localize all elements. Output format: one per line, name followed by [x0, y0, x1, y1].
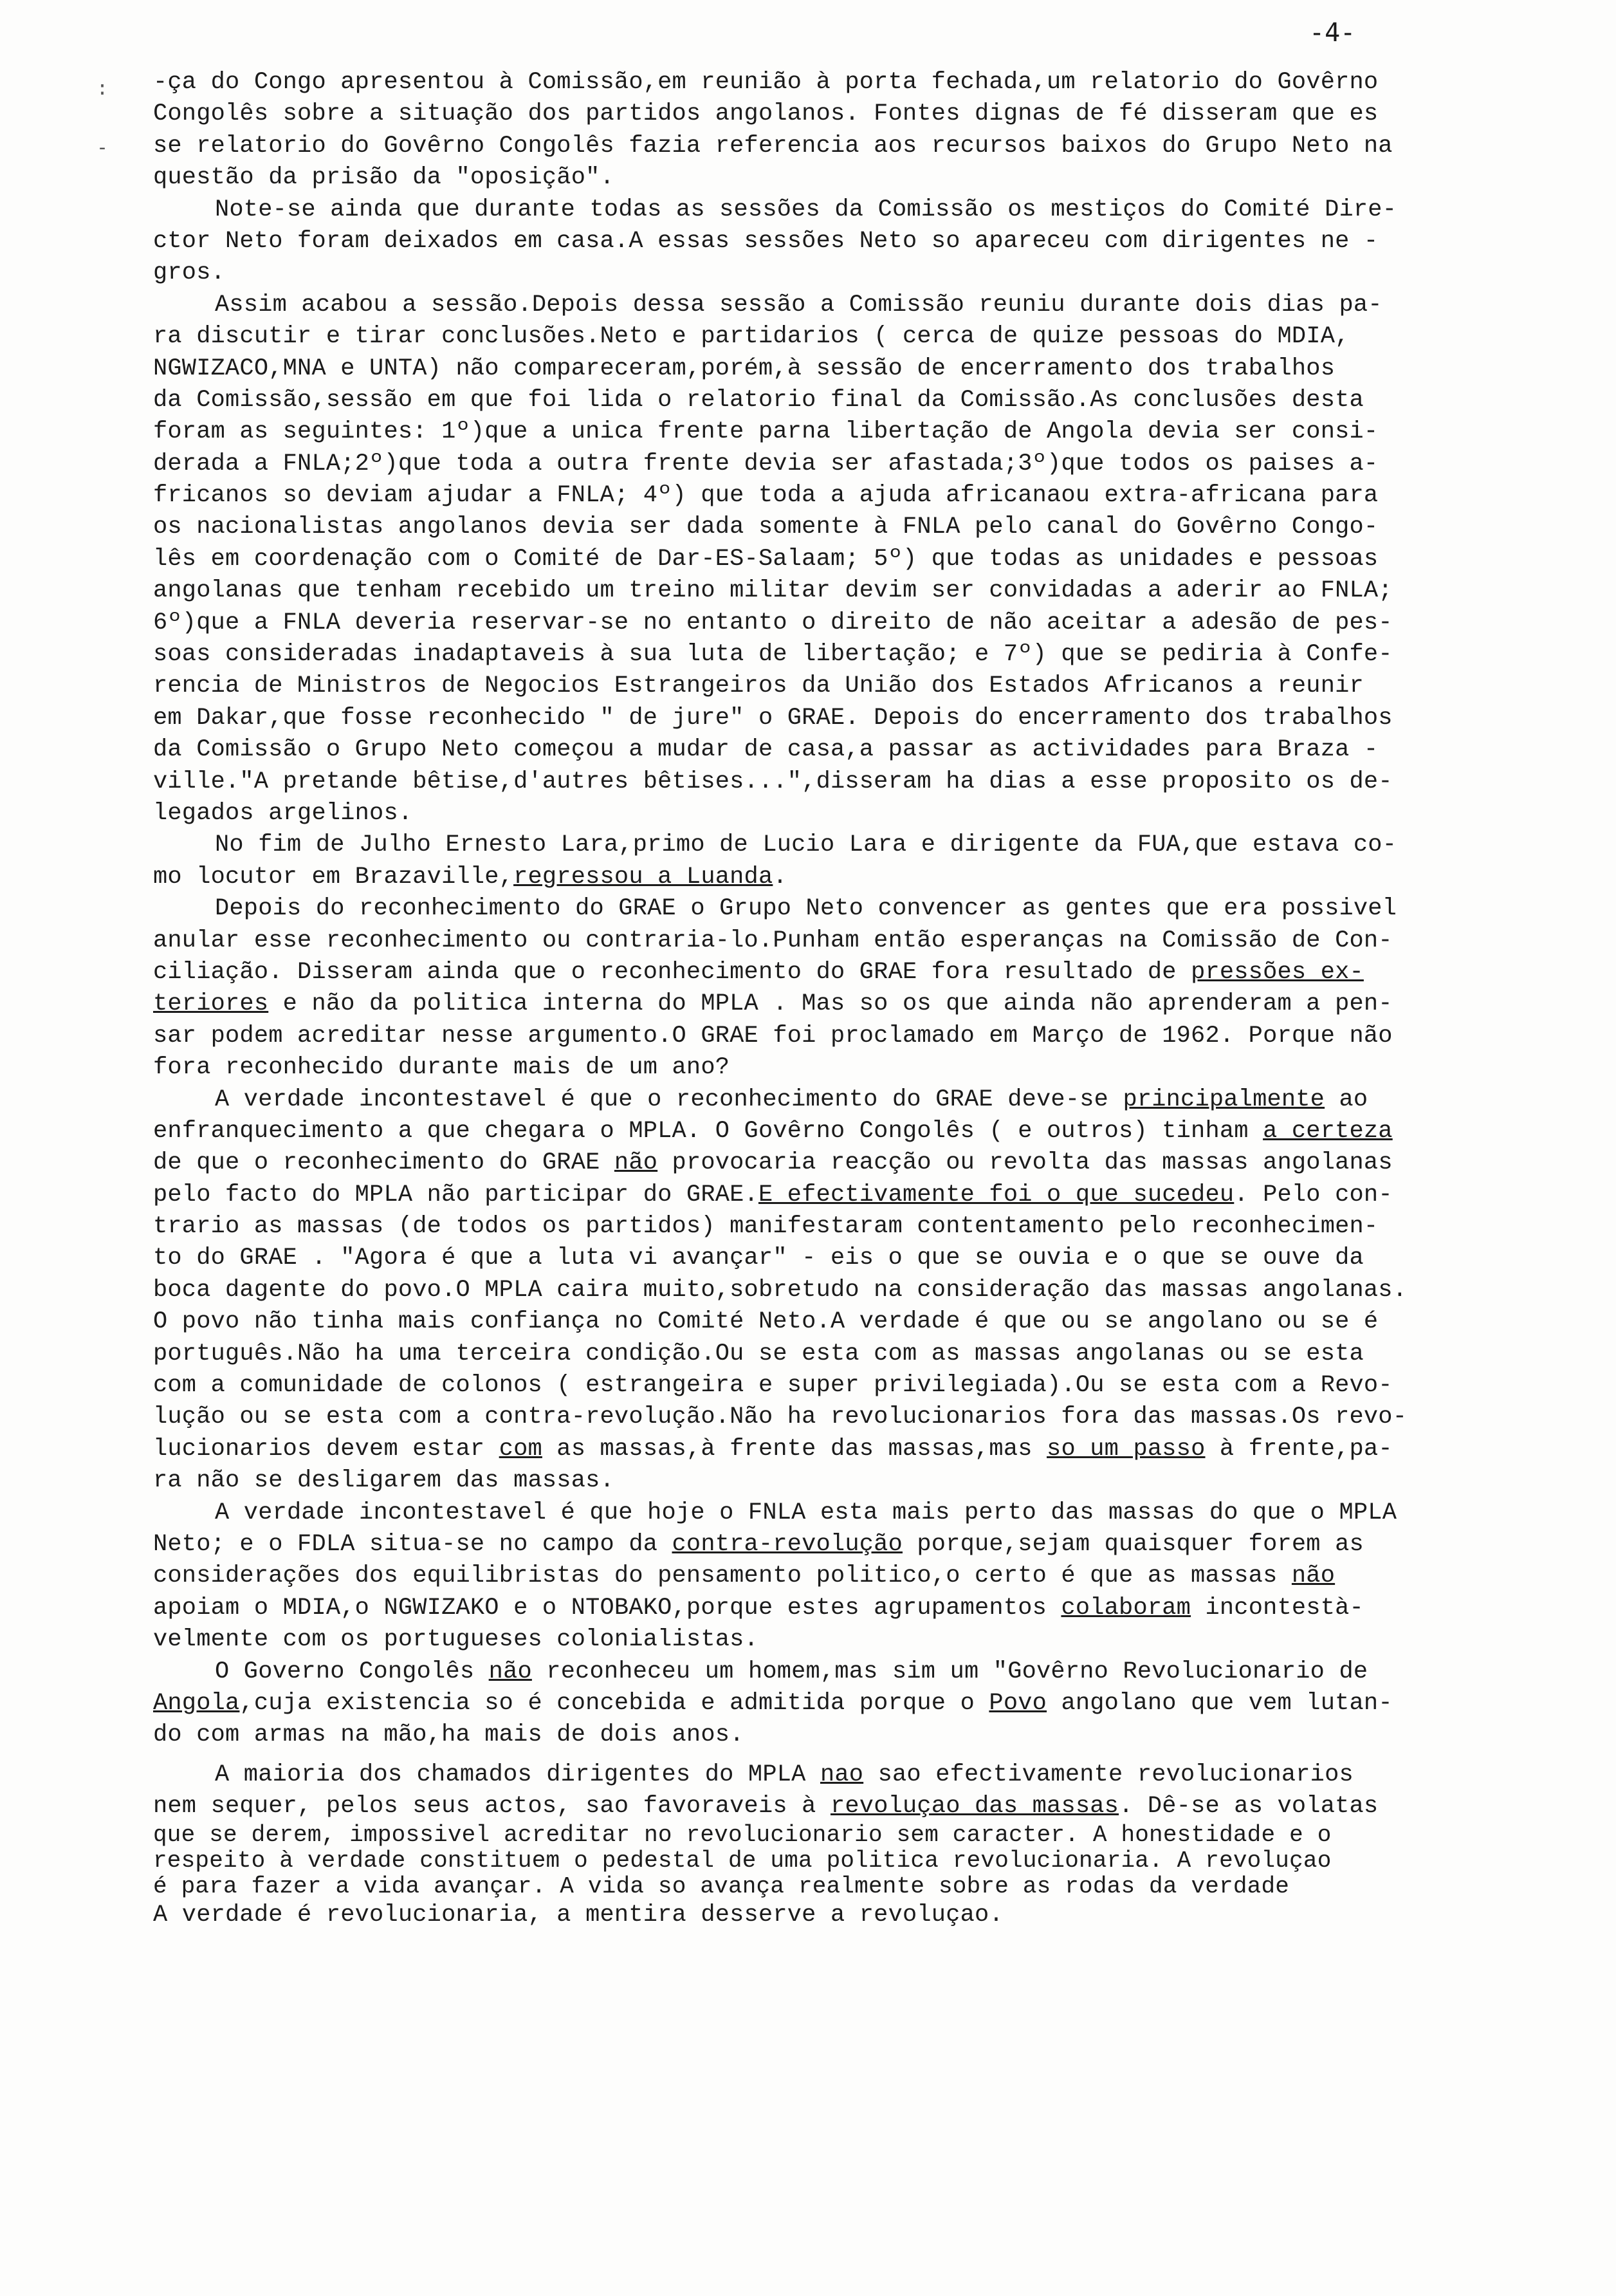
underlined-text: principalmente	[1123, 1086, 1325, 1113]
underlined-text: Povo	[989, 1689, 1047, 1717]
line-text: da Comissão o Grupo Neto começou a mudar de casa,a passar as actividades para Braza -	[153, 736, 1379, 764]
underlined-text: nao	[820, 1761, 864, 1788]
text-line	[153, 1791, 1491, 1822]
line-text: ville."A pretande bêtise,d'autres bêtises...",disseram ha dias a esse proposito os de-	[153, 768, 1393, 795]
underlined-text: Angola	[153, 1689, 240, 1717]
line-text: pelo facto do MPLA não participar do GRAE.	[153, 1181, 758, 1208]
text-line	[153, 957, 1491, 988]
line-text: soas consideradas inadaptaveis à sua luta de libertação; e 7º) que se pediria à Confe-	[153, 641, 1393, 669]
line-text: velmente com os portugueses colonialistas.	[153, 1626, 758, 1654]
underlined-text: pressões ex-	[1191, 958, 1364, 986]
line-text: os nacionalistas angolanos devia ser dada somente à FNLA pelo canal do Govêrno Congo-	[153, 514, 1379, 541]
line-text: Neto; e o FDLA situa-se no campo da	[153, 1530, 672, 1558]
text-line	[153, 1874, 1491, 1900]
page-number: -4-	[1309, 18, 1356, 48]
line-text: em Dakar,que fosse reconhecido " de jure" o GRAE. Depois do encerramento dos trabalhos	[153, 704, 1393, 732]
line-text: .	[773, 863, 787, 891]
text-line	[153, 1434, 1491, 1465]
line-text: O povo não tinha mais confiança no Comité Neto.A verdade é que ou se angolano ou se é	[153, 1308, 1379, 1336]
line-text: Congolês sobre a situação dos partidos angolanos. Fontes dignas de fé disseram que es	[153, 100, 1379, 128]
text-line	[153, 1822, 1491, 1848]
line-text: mo locutor em Brazaville,	[153, 863, 514, 891]
text-line	[153, 1147, 1491, 1179]
text-line	[153, 1052, 1491, 1084]
line-text: da Comissão,sessão em que foi lida o relatorio final da Comissão.As conclusões desta	[153, 386, 1364, 414]
text-line	[153, 1719, 1491, 1751]
line-text: derada a FNLA;2º)que toda a outra frente devia ser afastada;3º)que todos os paises a-	[153, 450, 1379, 477]
text-line	[153, 893, 1491, 925]
underlined-text: não	[614, 1149, 658, 1177]
line-text: porque,sejam quaisquer forem as	[903, 1530, 1364, 1558]
text-line	[153, 257, 1491, 289]
line-text: angolanas que tenham recebido um treino militar devim ser convidadas a aderir ao FNLA;	[153, 577, 1393, 605]
line-text: foram as seguintes: 1º)que a unica frente parna libertação de Angola devia ser consi-	[153, 418, 1379, 446]
text-line	[153, 1116, 1491, 1147]
line-text: ciliação. Disseram ainda que o reconhecimento do GRAE fora resultado de	[153, 958, 1191, 986]
text-line	[153, 1688, 1491, 1719]
line-text: anular esse reconhecimento ou contraria-lo.Punham então esperanças na Comissão de Con-	[153, 927, 1393, 954]
text-line	[153, 1180, 1491, 1211]
line-text: fricanos so deviam ajudar a FNLA; 4º) que toda a ajuda africanaou extra-africana para	[153, 482, 1379, 510]
line-text: trario as massas (de todos os partidos) manifestaram contentamento pelo reconhecimen-	[153, 1213, 1379, 1241]
margin-mark: -	[96, 136, 109, 159]
line-text: sar podem acreditar nesse argumento.O GRAE foi proclamado em Março de 1962. Porque não	[153, 1022, 1393, 1050]
line-text: angolano que vem lutan-	[1047, 1689, 1393, 1717]
line-text: considerações dos equilibristas do pensamento politico,o certo é que as massas	[153, 1562, 1292, 1590]
line-text: O Governo Congolês	[215, 1658, 489, 1685]
line-text: incontestà-	[1191, 1594, 1364, 1622]
text-line	[153, 1338, 1491, 1370]
line-text: português.Não ha uma terceira condição.Ou se esta com as massas angolanas ou se esta	[153, 1340, 1364, 1367]
text-line	[153, 671, 1491, 702]
text-line	[153, 480, 1491, 512]
line-text: apoiam o MDIA,o NGWIZAKO e o NTOBAKO,porque estes agrupamentos	[153, 1594, 1061, 1622]
line-text: NGWIZACO,MNA e UNTA) não compareceram,porém,à sessão de encerramento dos trabalhos	[153, 355, 1336, 382]
text-line	[153, 385, 1491, 416]
text-line	[153, 1497, 1491, 1529]
line-text: nem sequer, pelos seus actos, sao favoraveis à	[153, 1793, 831, 1820]
underlined-text: E efectivamente foi o que sucedeu	[758, 1181, 1235, 1208]
text-line	[153, 194, 1491, 226]
underlined-text: a certeza	[1263, 1117, 1393, 1145]
text-line	[153, 1306, 1491, 1338]
text-line	[153, 1624, 1491, 1656]
text-line	[153, 1243, 1491, 1274]
text-line	[153, 1529, 1491, 1560]
text-line	[153, 607, 1491, 639]
line-text: A maioria dos chamados dirigentes do MPLA	[215, 1761, 820, 1788]
line-text: No fim de Julho Ernesto Lara,primo de Lucio Lara e dirigente da FUA,que estava co-	[215, 831, 1397, 859]
line-text: rencia de Ministros de Negocios Estrangeiros da União dos Estados Africanos a reunir	[153, 672, 1364, 700]
text-line	[153, 766, 1491, 798]
line-text: provocaria reacção ou revolta das massas angolanas	[657, 1149, 1393, 1177]
text-line	[153, 1900, 1491, 1931]
text-line	[153, 162, 1491, 194]
text-line	[153, 512, 1491, 543]
line-text: to do GRAE . "Agora é que a luta vi avançar" - eis o que se ouvia e o que se ouve da	[153, 1245, 1364, 1272]
underlined-text: teriores	[153, 990, 269, 1018]
text-line	[153, 449, 1491, 480]
line-text: questão da prisão da "oposição".	[153, 164, 614, 192]
text-line	[153, 1275, 1491, 1306]
line-text: de que o reconhecimento do GRAE	[153, 1149, 614, 1177]
line-text: . Dê-se as volatas	[1119, 1793, 1379, 1820]
text-line	[153, 1084, 1491, 1116]
text-line	[153, 416, 1491, 448]
text-line	[153, 798, 1491, 829]
text-line	[153, 1370, 1491, 1402]
text-line	[153, 1759, 1491, 1791]
line-text: lês em coordenação com o Comité de Dar-ES-Salaam; 5º) que todas as unidades e pessoas	[153, 545, 1379, 573]
line-text: gros.	[153, 259, 226, 287]
line-text: ao	[1325, 1086, 1368, 1113]
line-text: A verdade é revolucionaria, a mentira desserve a revoluçao.	[153, 1902, 1004, 1929]
text-line	[153, 321, 1491, 353]
text-line	[153, 226, 1491, 257]
line-text: que se derem, impossivel acreditar no revolucionario sem caracter. A honestidade e o	[153, 1822, 1332, 1849]
line-text: ,cuja existencia so é concebida e admitida porque o	[239, 1689, 989, 1717]
line-text: boca dagente do povo.O MPLA caira muito,sobretudo na consideração das massas angolanas.	[153, 1276, 1408, 1304]
line-text: 6º)que a FNLA deveria reservar-se no entanto o direito de não aceitar a adesão de pes-	[153, 609, 1393, 636]
line-text: ra discutir e tirar conclusões.Neto e partidarios ( cerca de quize pessoas do MDIA,	[153, 323, 1350, 351]
text-line	[153, 703, 1491, 734]
line-text: as massas,à frente das massas,mas	[542, 1435, 1047, 1463]
line-text: é para fazer a vida avançar. A vida so avança realmente sobre as rodas da verdade	[153, 1873, 1290, 1900]
line-text: A verdade incontestavel é que hoje o FNLA esta mais perto das massas do que o MPLA	[215, 1499, 1397, 1526]
line-text: sao efectivamente revolucionarios	[863, 1761, 1354, 1788]
text-line	[153, 1021, 1491, 1052]
line-text: se relatorio do Govêrno Congolês fazia referencia aos recursos baixos do Grupo Neto na	[153, 132, 1393, 160]
underlined-text: não	[1291, 1562, 1336, 1590]
text-line	[153, 1402, 1491, 1433]
text-line	[153, 734, 1491, 766]
text-line	[153, 829, 1491, 861]
text-line	[153, 988, 1491, 1020]
text-line	[153, 353, 1491, 385]
text-line	[153, 290, 1491, 321]
text-line	[153, 925, 1491, 957]
line-text: respeito à verdade constituem o pedestal de uma politica revolucionaria. A revoluçao	[153, 1847, 1332, 1875]
text-line	[153, 131, 1491, 162]
text-line	[153, 1465, 1491, 1497]
line-text: A verdade incontestavel é que o reconhecimento do GRAE deve-se	[215, 1086, 1123, 1113]
line-text: . Pelo con-	[1234, 1181, 1393, 1208]
text-line	[153, 1593, 1491, 1624]
text-line	[153, 67, 1491, 98]
line-text: lução ou se esta com a contra-revolução.Não ha revolucionarios fora das massas.Os revo-	[153, 1403, 1408, 1431]
text-line	[153, 1656, 1491, 1688]
underlined-text: não	[488, 1658, 532, 1685]
underlined-text: so um passo	[1047, 1435, 1206, 1463]
underlined-text: revoluçao das massas	[830, 1793, 1119, 1820]
line-text: Depois do reconhecimento do GRAE o Grupo Neto convencer as gentes que era possivel	[215, 895, 1397, 923]
line-text: com a comunidade de colonos ( estrangeira e super privilegiada).Ou se esta com a Revo-	[153, 1372, 1393, 1400]
line-text: e não da politica interna do MPLA . Mas so os que ainda não aprenderam a pen-	[268, 990, 1393, 1018]
underlined-text: com	[499, 1435, 542, 1463]
line-text: à frente,pa-	[1205, 1435, 1393, 1463]
body-text	[153, 67, 1491, 1932]
line-text: Assim acabou a sessão.Depois dessa sessão a Comissão reuniu durante dois dias pa-	[215, 291, 1382, 319]
text-line	[153, 1848, 1491, 1874]
line-text: enfranquecimento a que chegara o MPLA. O Govêrno Congolês ( e outros) tinham	[153, 1117, 1263, 1145]
line-text: lucionarios devem estar	[153, 1435, 499, 1463]
margin-mark: :	[96, 77, 109, 100]
underlined-text: contra-revolução	[672, 1530, 903, 1558]
line-text: do com armas na mão,ha mais de dois anos.	[153, 1721, 744, 1749]
text-line	[153, 575, 1491, 607]
line-text: reconheceu um homem,mas sim um "Govêrno Revolucionario de	[531, 1658, 1368, 1685]
text-line	[153, 98, 1491, 130]
text-line	[153, 1560, 1491, 1592]
line-text: legados argelinos.	[153, 799, 413, 827]
text-line	[153, 1211, 1491, 1243]
line-text: ra não se desligarem das massas.	[153, 1467, 614, 1495]
line-text: -ça do Congo apresentou à Comissão,em reunião à porta fechada,um relatorio do Govêrno	[153, 69, 1379, 96]
line-text: fora reconhecido durante mais de um ano?	[153, 1054, 730, 1082]
underlined-text: regressou a Luanda	[513, 863, 773, 891]
text-line	[153, 862, 1491, 893]
underlined-text: colaboram	[1061, 1594, 1191, 1622]
text-line	[153, 544, 1491, 575]
line-text: Note-se ainda que durante todas as sessões da Comissão os mestiços do Comité Dire-	[215, 196, 1397, 223]
line-text: ctor Neto foram deixados em casa.A essas sessões Neto so apareceu com dirigentes ne -	[153, 227, 1379, 255]
text-line	[153, 639, 1491, 671]
